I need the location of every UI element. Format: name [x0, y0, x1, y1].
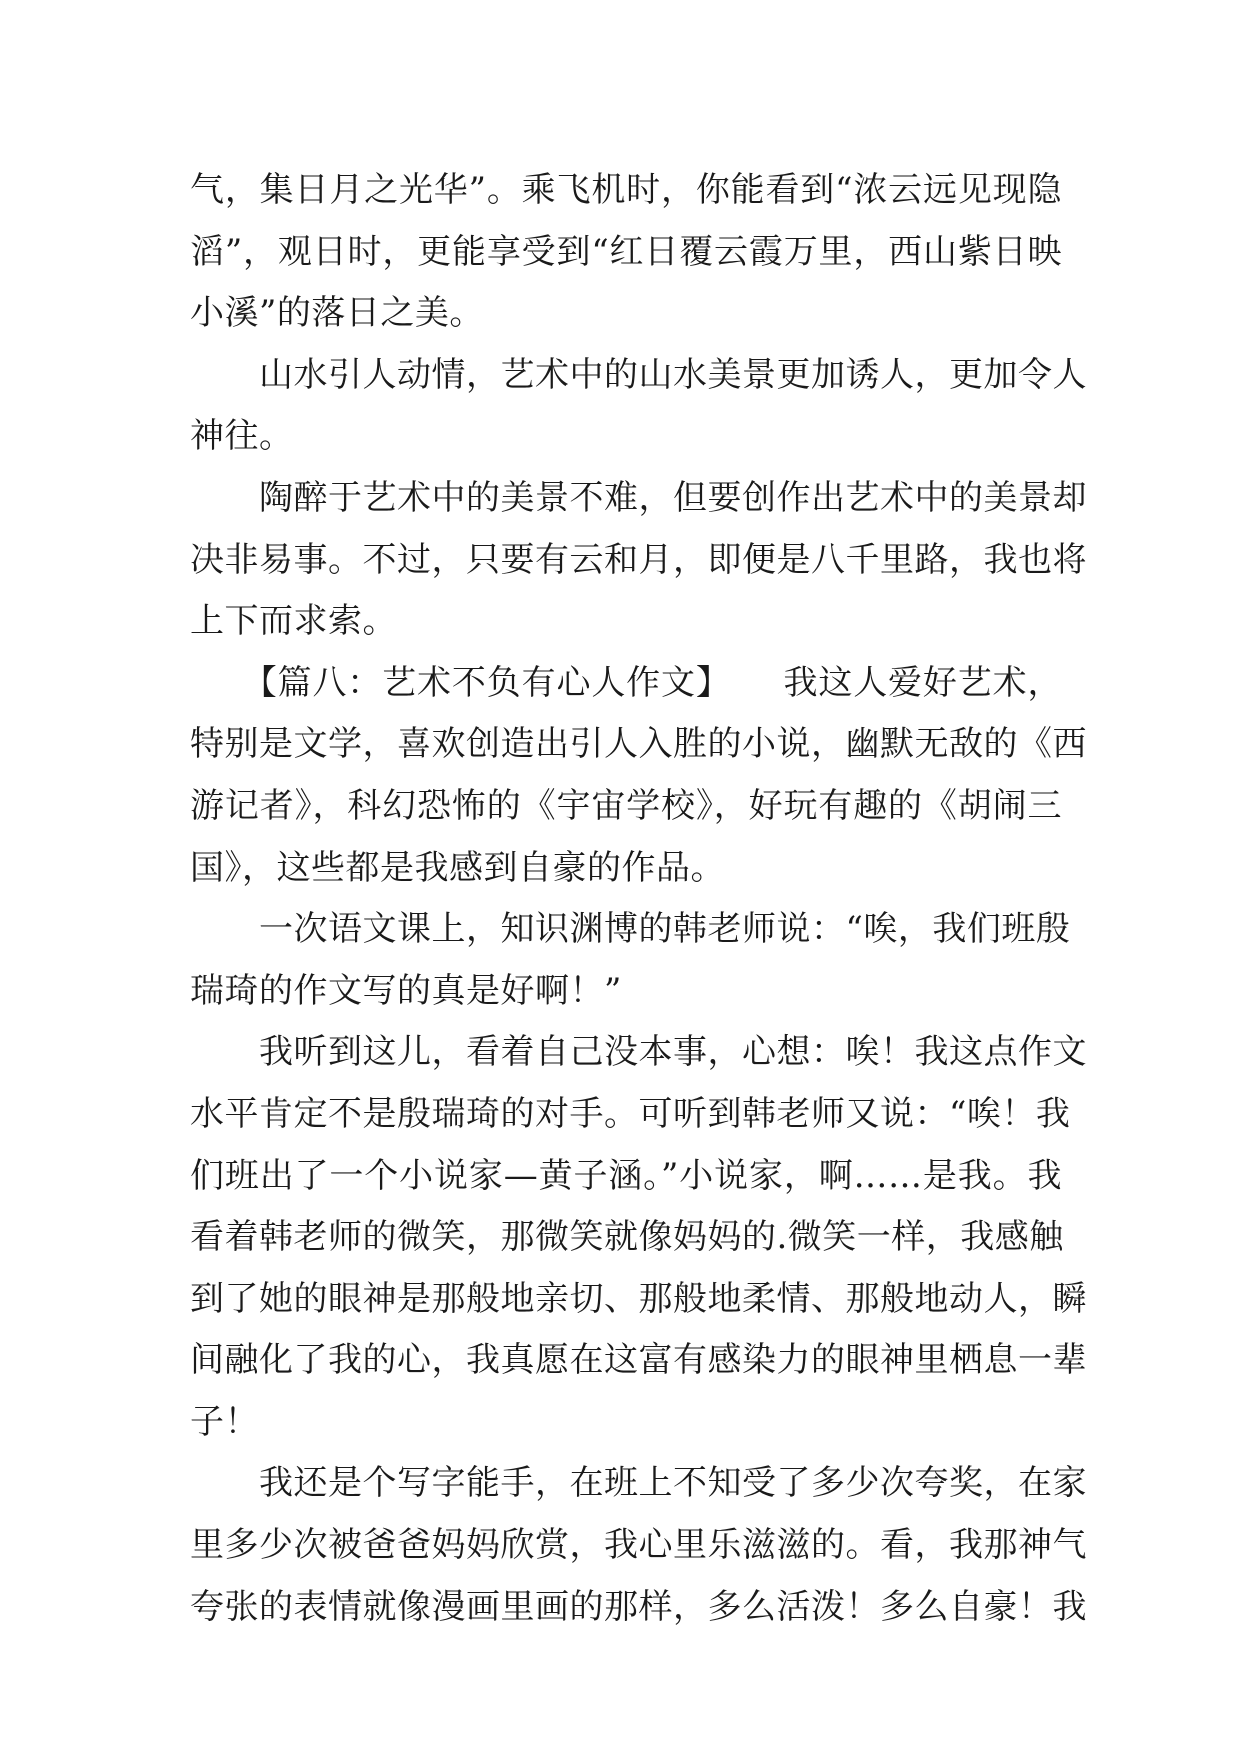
text-line: 我还是个写字能手，在班上不知受了多少次夸奖，在家 — [190, 1463, 1087, 1504]
text-line: 里多少次被爸爸妈妈欣赏，我心里乐滋滋的。看，我那神气 — [190, 1525, 1087, 1566]
text-line: 我听到这儿，看着自己没本事，心想：唉！我这点作文 — [190, 1032, 1087, 1073]
text-line: 国》，这些都是我感到自豪的作品。 — [190, 847, 725, 888]
paragraph-1 — [190, 160, 1062, 345]
text-line: 间融化了我的心，我真愿在这富有感染力的眼神里栖息一辈 — [190, 1340, 1087, 1381]
text-line: 瑞琦的作文写的真是好啊！” — [190, 970, 622, 1011]
text-line: 小溪”的落日之美。 — [190, 293, 484, 334]
text-line: 们班出了一个小说家—黄子涵。”小说家，啊……是我。我 — [190, 1155, 1062, 1196]
text-line: 一次语文课上，知识渊博的韩老师说：“唉，我们班殷 — [190, 909, 1071, 950]
text-line: 滔”，观日时，更能享受到“红日覆云霞万里，西山紫日映 — [190, 231, 1062, 272]
paragraph-3 — [190, 468, 1087, 653]
text-line: 上下而求索。 — [190, 601, 397, 642]
paragraph-6 — [190, 1022, 1087, 1453]
text-line: 特别是文学，喜欢创造出引人入胜的小说，幽默无敌的《西 — [190, 724, 1087, 765]
text-line: 游记者》，科幻恐怖的《宇宙学校》，好玩有趣的《胡闹三 — [190, 785, 1062, 826]
text-line: 陶醉于艺术中的美景不难，但要创作出艺术中的美景却 — [190, 477, 1087, 518]
paragraph-7 — [190, 1453, 1087, 1638]
text-line: 夸张的表情就像漫画里画的那样，多么活泼！多么自豪！我 — [190, 1586, 1087, 1627]
text-line: 山水引人动情，艺术中的山水美景更加诱人，更加令人 — [190, 354, 1087, 395]
text-line: 决非易事。不过，只要有云和月，即便是八千里路，我也将 — [190, 539, 1087, 580]
paragraph-5 — [190, 899, 1071, 1022]
text-line: 【篇八：艺术不负有心人作文】 我这人爱好艺术， — [190, 662, 1062, 703]
text-line: 水平肯定不是殷瑞琦的对手。可听到韩老师又说：“唉！我 — [190, 1093, 1071, 1134]
text-line: 子！ — [190, 1401, 259, 1442]
text-line: 看着韩老师的微笑，那微笑就像妈妈的.微笑一样，我感触 — [190, 1217, 1064, 1258]
paragraph-4-section-heading — [190, 653, 1087, 899]
text-line: 到了她的眼神是那般地亲切、那般地柔情、那般地动人，瞬 — [190, 1278, 1087, 1319]
text-line: 神往。 — [190, 416, 294, 457]
text-line: 气，集日月之光华”。乘飞机时，你能看到“浓云远见现隐 — [190, 170, 1062, 210]
paragraph-2 — [190, 345, 1087, 468]
essay-body — [190, 160, 1087, 1638]
